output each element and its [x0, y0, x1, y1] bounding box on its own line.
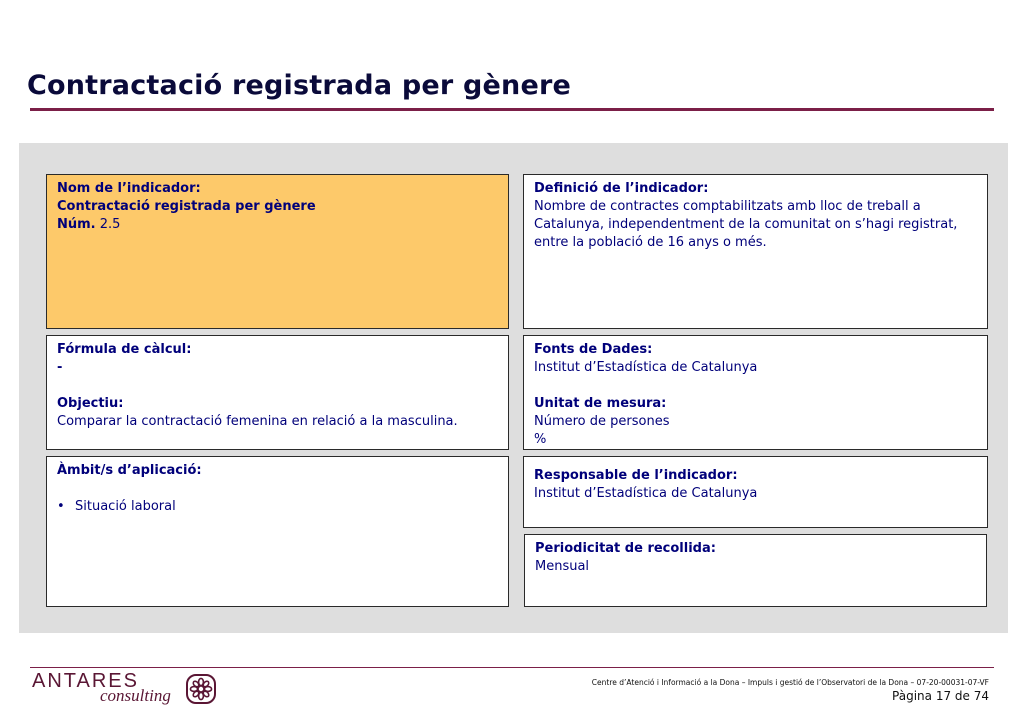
indicator-name-value: Contractació registrada per gènere [57, 199, 316, 214]
title-divider [30, 108, 994, 111]
periodicity-value: Mensual [535, 559, 590, 574]
scope-card [46, 456, 509, 607]
definition-card [523, 174, 988, 329]
objective-label: Objectiu: [57, 396, 124, 411]
formula-label: Fórmula de càlcul: [57, 342, 192, 357]
definition-label: Definició de l’indicador: [534, 181, 709, 196]
sources-value: Institut d’Estadística de Catalunya [534, 360, 758, 375]
objective-value: Comparar la contractació femenina en relació a la masculina. [57, 414, 458, 429]
indicator-name-card [46, 174, 509, 329]
indicator-name-label: Nom de l’indicador: [57, 181, 201, 196]
indicator-number-label: Núm. [57, 217, 96, 232]
unit-value-persons: Número de persones [534, 414, 670, 429]
unit-value-percent: % [534, 432, 547, 447]
responsible-value: Institut d’Estadística de Catalunya [534, 486, 758, 501]
scope-item-text: Situació laboral [75, 499, 176, 514]
periodicity-label: Periodicitat de recollida: [535, 541, 716, 556]
sources-label: Fonts de Dades: [534, 342, 653, 357]
page-title: Contractació registrada per gènere [27, 70, 571, 101]
indicator-number-row [57, 216, 498, 234]
unit-label: Unitat de mesura: [534, 396, 667, 411]
formula-value: - [57, 360, 63, 375]
sources-card [523, 335, 988, 450]
formula-card [46, 335, 509, 450]
definition-value: Nombre de contractes comptabilitzats amb lloc de treball a Catalunya, independentment de la comunitat on s’hagi registrat, entre la població de 16 anys o més. [534, 199, 958, 250]
scope-label: Àmbit/s d’aplicació: [57, 463, 202, 478]
footer-divider [30, 667, 994, 668]
responsible-card [523, 456, 988, 528]
indicator-number-value: 2.5 [99, 217, 121, 232]
footer-document-reference: Centre d’Atenció i Informació a la Dona – Impuls i gestió de l’Observatori de la Dona – 07-20-00031-07-VF [591, 678, 989, 687]
logo-flower-icon [186, 674, 216, 704]
logo-consulting-text: consulting [100, 686, 171, 705]
logo-antares-text: ANTARES [32, 670, 139, 692]
scope-list-item [57, 498, 498, 516]
bullet-icon: • [57, 499, 65, 514]
page-number: Pàgina 17 de 74 [892, 689, 989, 703]
periodicity-card [524, 534, 987, 607]
responsible-label: Responsable de l’indicador: [534, 468, 738, 483]
